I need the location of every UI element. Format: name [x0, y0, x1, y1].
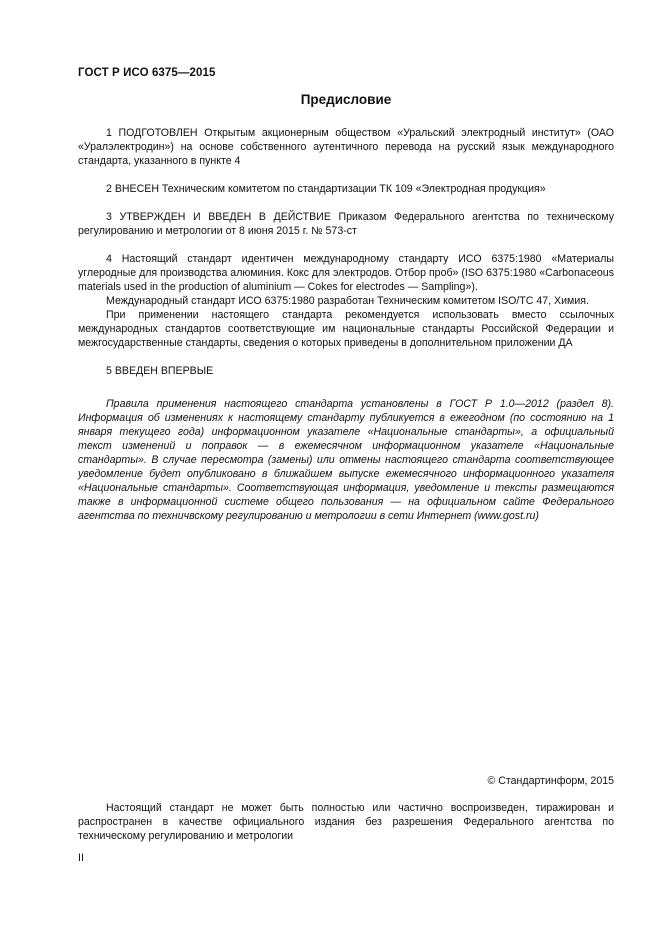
paragraph-item-4-application: При применении настоящего стандарта рекомендуется использовать вместо ссылочных международных стандартов соответствующие им национальные стандарты Российской Федерации и межгосударственные стандарты, сведения о которых приведены в дополнительном приложении ДА — [78, 309, 614, 349]
rules-notice: Правила применения настоящего стандарта установлены в ГОСТ Р 1.0—2012 (раздел 8). Информация об изменениях к настоящему стандарту публикуется в ежегодном (по состоянию на 1 января текущего года) информационном указателе «Национальные стандарты», а официальный текст изменений и поправок — в ежемесячном информационном указателе «Национальные стандарты». В случае пересмотра (замены) или отмены настоящего стандарта соответствующее уведомление будет опубликовано в ближайшем выпуске ежемесячного информационного указателя «Национальные стандарты». Соответствующая информация, уведомление и тексты размещаются также в информационной системе общего пользования — на официальном сайте Федерального агентства по техничвскому регулированию и метрологии в сети Интернет (www.gost.ru) — [78, 398, 614, 522]
paragraph-item-3: 3 УТВЕРЖДЕН И ВВЕДЕН В ДЕЙСТВИЕ Приказом Федерального агентства по техническому регулированию и метрологии от 8 июня 2015 г. № 573-ст — [78, 211, 614, 237]
paragraph-item-4-developer: Международный стандарт ИСО 6375:1980 разработан Техническим комитетом ISO/TC 47, Химия. — [106, 295, 589, 307]
paragraph-item-5: 5 ВВЕДЕН ВПЕРВЫЕ — [106, 365, 214, 377]
document-header: ГОСТ Р ИСО 6375—2015 — [78, 67, 216, 79]
paragraph-item-2: 2 ВНЕСЕН Техническим комитетом по стандартизации ТК 109 «Электродная продукция» — [106, 183, 546, 195]
foreword-body — [78, 126, 614, 378]
paragraph-item-1: 1 ПОДГОТОВЛЕН Открытым акционерным обществом «Уральский электродный институт» (ОАО «Уралэлектродин») на основе собственного аутентичного перевода на русский язык международного стандарта, указанного в пункте 4 — [78, 127, 614, 167]
paragraph-item-4: 4 Настоящий стандарт идентичен международному стандарту ИСО 6375:1980 «Материалы углеродные для производства алюминия. Кокс для электродов. Отбор проб» (ISO 6375:1980 «Carbonaceous materials used in the production of aluminium — Cokes for electrodes — Sampling»). — [78, 253, 614, 293]
document-page — [78, 0, 614, 936]
copyright-notice: Настоящий стандарт не может быть полностью или частично воспроизведен, тиражирован и распространен в качестве официального издания без разрешения Федерального агентства по техническому регулированию и метрологии — [78, 802, 614, 842]
page-title: Предисловие — [300, 92, 392, 107]
copyright-line: © Стандартинформ, 2015 — [487, 775, 614, 787]
page-number: II — [78, 852, 84, 864]
